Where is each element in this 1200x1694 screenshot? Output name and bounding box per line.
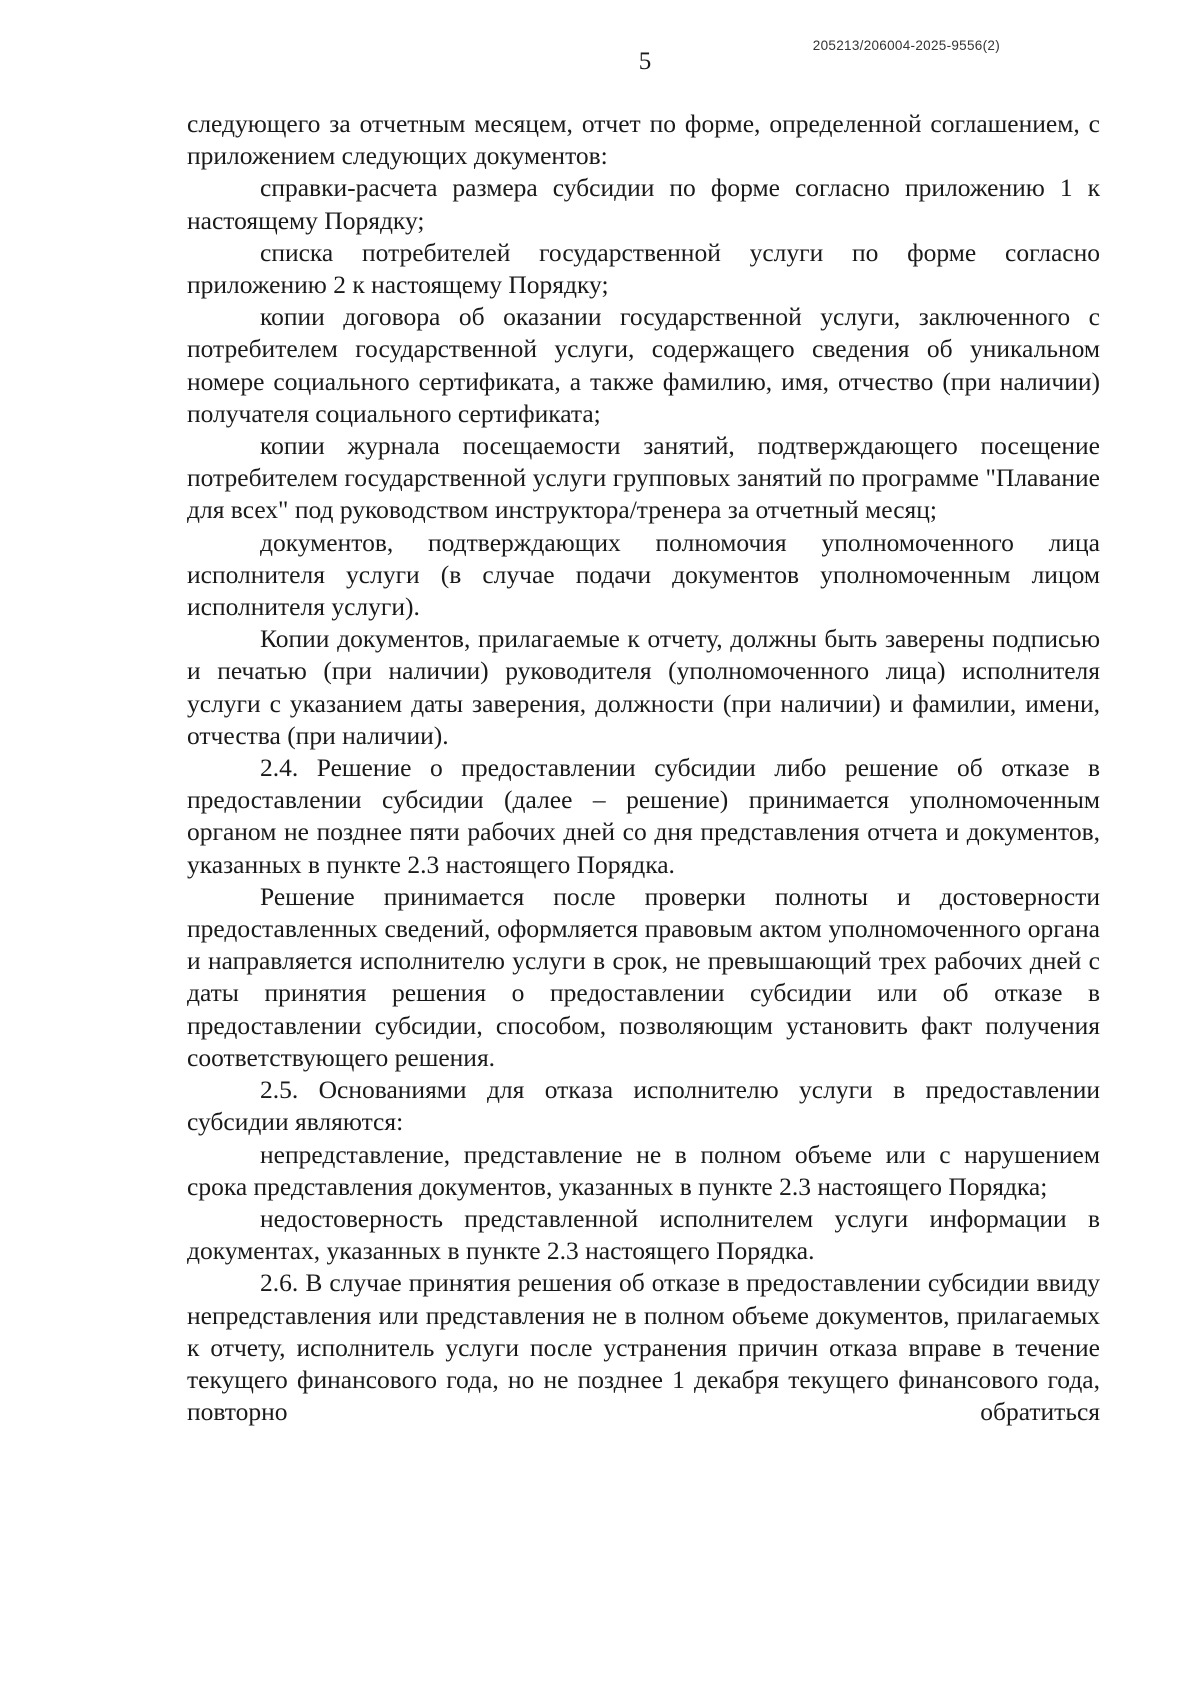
paragraph-item-authority-documents: документов, подтверждающих полномочия уполномоченного лица исполнителя услуги (в случае подачи документов уполномоченным лицом исполнителя услуги). (187, 527, 1100, 622)
document-body (187, 108, 1100, 1428)
paragraph-section-2-4: 2.4. Решение о предоставлении субсидии либо решение об отказе в предоставлении субсидии (далее – решение) принимается уполномоченным органом не позднее пяти рабочих дней со дня представления отчета и документов, указанных в пункте 2.3 настоящего Порядка. (187, 753, 1100, 879)
paragraph-decision: Решение принимается после проверки полноты и достоверности предоставленных сведений, оформляется правовым актом уполномоченного органа и направляется исполнителю услуги в срок, не превышающий трех рабочих дней с даты принятия решения о предоставлении субсидии или об отказе в предоставлении субсидии, способом, позволяющим установить факт получения соответствующего решения. (187, 881, 1100, 1072)
paragraph-certification: Копии документов, прилагаемые к отчету, должны быть заверены подписью и печатью (при наличии) руководителя (уполномоченного лица) исполнителя услуги с указанием даты заверения, должности (при наличии) и фамилии, имени, отчества (при наличии). (187, 624, 1100, 750)
paragraph-refusal-ground-2: недостоверность представленной исполнителем услуги информации в документах, указанных в пункте 2.3 настоящего Порядка. (187, 1203, 1100, 1266)
paragraph-item-attendance-journal: копии журнала посещаемости занятий, подтверждающего посещение потребителем государственной услуги групповых занятий по программе "Плавание для всех" под руководством инструктора/тренера за отчетный месяц; (187, 431, 1100, 525)
paragraph-item-contract-copy: копии договора об оказании государственной услуги, заключенного с потребителем государственной услуги, содержащего сведения об уникальном номере социального сертификата, а также фамилию, имя, отчество (при наличии) получателя социального сертификата; (187, 302, 1100, 428)
paragraph-section-2-5: 2.5. Основаниями для отказа исполнителю услуги в предоставлении субсидии являются: (187, 1075, 1100, 1137)
paragraph-refusal-ground-1: непредставление, представление не в полном объеме или с нарушением срока представления документов, указанных в пункте 2.3 настоящего Порядка; (187, 1139, 1100, 1201)
paragraph-item-consumer-list: списка потребителей государственной услуги по форме согласно приложению 2 к настоящему Порядку; (187, 237, 1100, 300)
paragraph-section-2-6: 2.6. В случае принятия решения об отказе в предоставлении субсидии ввиду непредставления или представления не в полном объеме документов, прилагаемых к отчету, исполнитель услуги после устранения причин отказа вправе в течение текущего финансового года, но не позднее 1 декабря текущего финансового года, повторно обратиться (187, 1268, 1100, 1427)
paragraph-item-calculation: справки-расчета размера субсидии по форме согласно приложению 1 к настоящему Порядку; (187, 173, 1100, 235)
document-id: 205213/206004-2025-9556(2) (812, 38, 1000, 53)
page-number: 5 (638, 48, 652, 75)
paragraph-continuation: следующего за отчетным месяцем, отчет по форме, определенной соглашением, с приложением следующих документов: (187, 109, 1100, 171)
